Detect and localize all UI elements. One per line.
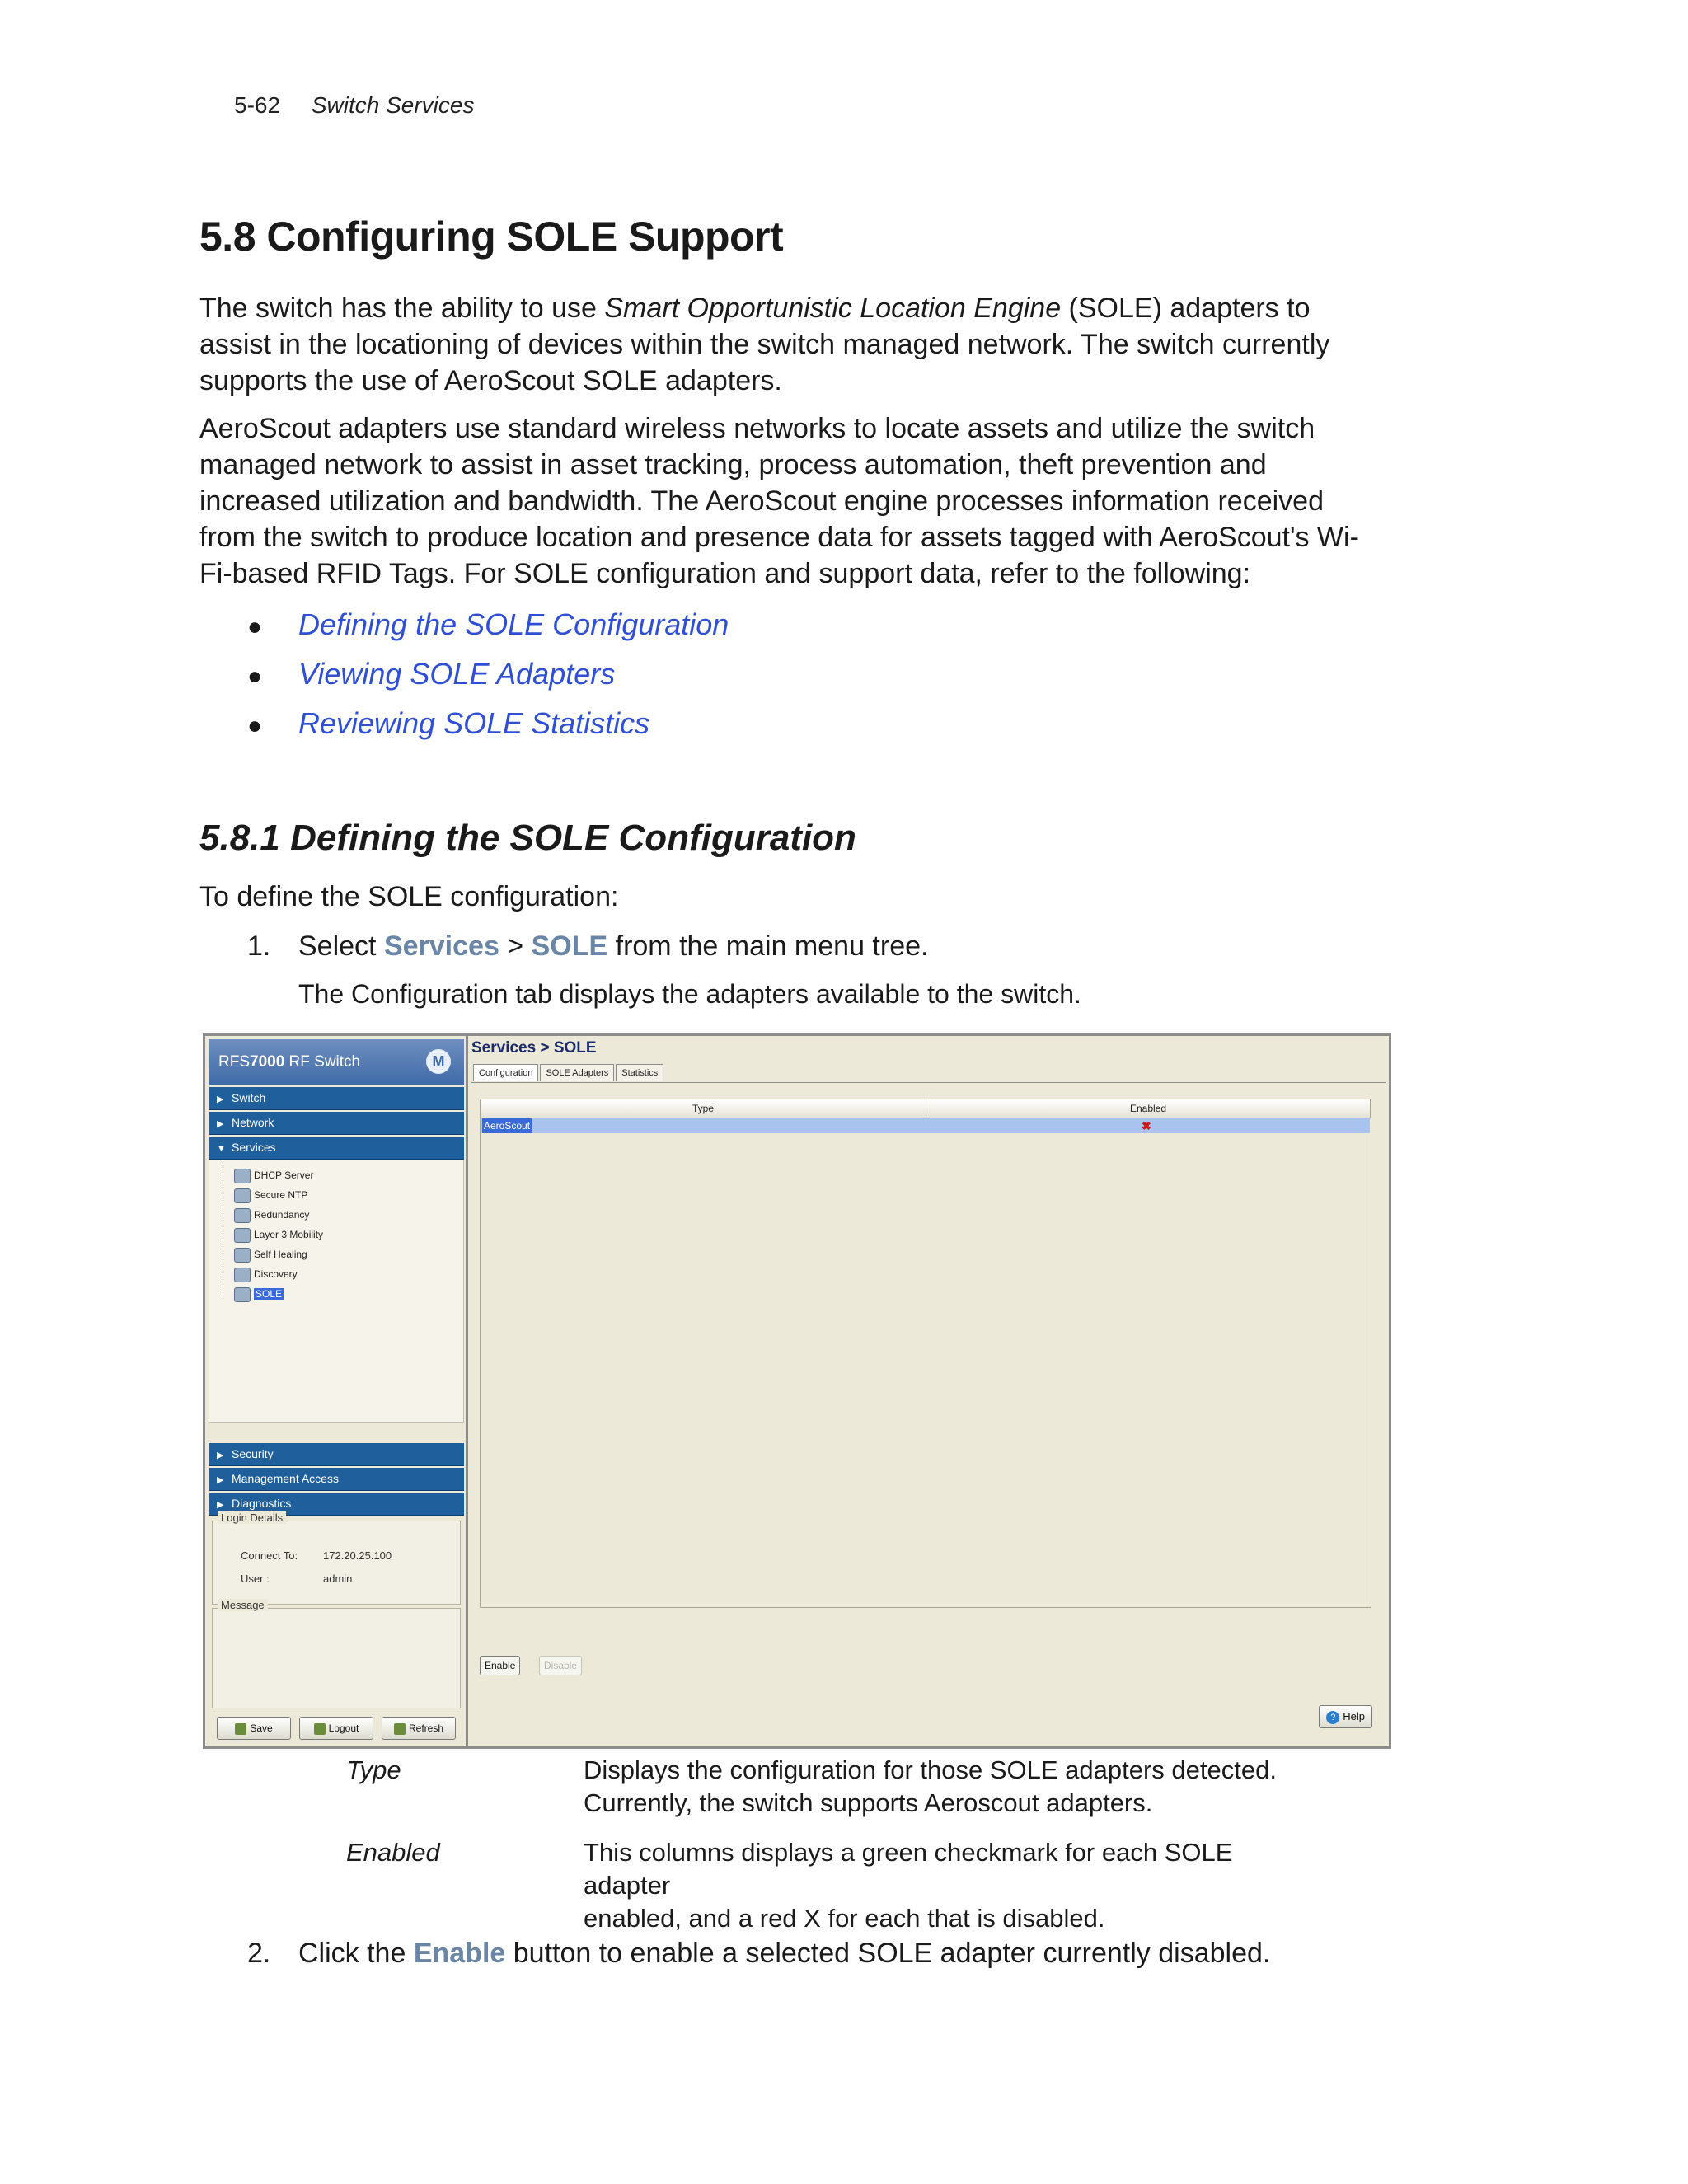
list-item [247, 600, 729, 649]
sole-icon [234, 1287, 251, 1302]
tree-item-secure-ntp[interactable] [234, 1185, 307, 1205]
left-panel [209, 1039, 464, 1743]
services-keyword: Services [383, 930, 499, 962]
intro-paragraph-1 [199, 290, 1386, 399]
expand-arrow-icon: ▶ [217, 1500, 224, 1510]
expand-arrow-icon: ▶ [217, 1119, 224, 1129]
adapters-table [480, 1099, 1372, 1608]
save-button[interactable] [217, 1717, 291, 1740]
step-text-cont: button to enable a selected SOLE adapter currently disabled. [505, 1938, 1271, 1969]
logout-label: Logout [328, 1722, 359, 1734]
step-text: Click the [298, 1938, 414, 1969]
column-header-enabled[interactable]: Enabled [926, 1099, 1371, 1118]
refresh-label: Refresh [408, 1722, 444, 1734]
services-tree [209, 1160, 464, 1423]
tree-item-dhcp-server[interactable] [234, 1165, 313, 1185]
tree-item-redundancy[interactable] [234, 1205, 309, 1225]
logout-button[interactable] [299, 1717, 373, 1740]
column-header-type[interactable]: Type [481, 1099, 926, 1118]
intro-paragraph-2: AeroScout adapters use standard wireless networks to locate assets and utilize the switch managed network to assist in asset tracking, process automation, theft prevention and increased utilization and bandwidth. The AeroScout engine processes information received from the switch to produce location and presence data for assets tagged with AeroScout's Wi-Fi-based RFID Tags. For SOLE configuration and support data, refer to the following: [199, 413, 1359, 589]
login-details-box [212, 1511, 461, 1605]
tree-label: DHCP Server [254, 1169, 314, 1181]
tree-item-self-healing[interactable] [234, 1244, 307, 1264]
tab-divider [471, 1082, 1386, 1083]
help-label: Help [1343, 1710, 1365, 1722]
step-text: Select [298, 930, 384, 962]
healing-icon [234, 1248, 251, 1263]
mobility-icon [234, 1228, 251, 1243]
link-viewing-adapters[interactable]: Viewing SOLE Adapters [298, 657, 616, 691]
connect-to-value: 172.20.25.100 [323, 1549, 392, 1562]
nav-label: Diagnostics [232, 1497, 292, 1510]
tab-configuration[interactable]: Configuration [473, 1064, 538, 1081]
sole-config-screenshot [203, 1033, 1391, 1749]
definition-term-type: Type [346, 1755, 401, 1784]
cell-type: AeroScout [484, 1120, 531, 1132]
desc-line: enabled, and a red X for each that is disabled. [584, 1904, 1105, 1933]
bullet-icon: ● [247, 712, 263, 739]
expand-arrow-icon: ▶ [217, 1475, 224, 1485]
intro-text: The switch has the ability to use [199, 293, 605, 324]
page-number: 5-62 [234, 92, 281, 118]
nav-label: Security [232, 1447, 274, 1460]
tree-label-selected: SOLE [256, 1288, 283, 1300]
tree-connector [223, 1164, 224, 1297]
clock-icon [234, 1188, 251, 1203]
save-label: Save [250, 1722, 273, 1734]
tree-label: Redundancy [254, 1209, 310, 1221]
disabled-x-icon: ✖ [1142, 1119, 1151, 1132]
nav-switch[interactable] [209, 1087, 464, 1110]
step-text-cont: from the main menu tree. [607, 930, 929, 962]
content-panel [466, 1036, 1389, 1746]
tree-label: Secure NTP [254, 1189, 308, 1201]
link-defining-sole[interactable]: Defining the SOLE Configuration [298, 607, 729, 641]
step-2 [247, 1935, 1270, 1971]
logout-icon [314, 1723, 326, 1735]
help-button[interactable] [1319, 1705, 1372, 1728]
step-number: 2. [247, 1938, 271, 1969]
help-icon: ? [1326, 1711, 1339, 1724]
bullet-icon: ● [247, 613, 263, 640]
step-1-note: The Configuration tab displays the adapters available to the switch. [298, 979, 1081, 1009]
expand-arrow-icon: ▶ [217, 1094, 224, 1104]
message-legend: Message [218, 1599, 268, 1611]
refresh-button[interactable] [382, 1717, 456, 1740]
connect-to-label: Connect To: [241, 1549, 298, 1562]
tree-item-layer3-mobility[interactable] [234, 1225, 323, 1244]
expand-arrow-icon: ▶ [217, 1451, 224, 1460]
enable-button[interactable]: Enable [480, 1656, 520, 1675]
collapse-arrow-icon: ▼ [217, 1144, 226, 1154]
chapter-title: Switch Services [311, 92, 475, 118]
save-icon [235, 1723, 246, 1735]
brand-model: 7000 [250, 1053, 285, 1071]
step-1 [247, 928, 928, 964]
login-details-legend: Login Details [218, 1511, 286, 1524]
discovery-icon [234, 1268, 251, 1282]
disable-button[interactable]: Disable [539, 1656, 582, 1675]
user-value: admin [323, 1572, 353, 1585]
tree-label: Discovery [254, 1268, 298, 1280]
bottom-nav [209, 1441, 464, 1516]
user-label: User : [241, 1572, 270, 1585]
tab-bar [473, 1064, 665, 1082]
enable-keyword: Enable [413, 1938, 506, 1969]
tab-sole-adapters[interactable]: SOLE Adapters [540, 1064, 614, 1081]
definition-desc-enabled [584, 1836, 1325, 1935]
nav-security[interactable] [209, 1443, 464, 1466]
tree-label: Self Healing [254, 1249, 307, 1260]
tree-label: Layer 3 Mobility [254, 1229, 324, 1240]
nav-label: Switch [232, 1091, 266, 1104]
message-box [212, 1599, 461, 1708]
sole-term: Smart Opportunistic Location Engine [604, 293, 1062, 324]
nav-network[interactable] [209, 1112, 464, 1135]
app-brand [209, 1039, 464, 1085]
desc-line: Currently, the switch supports Aeroscout adapters. [584, 1788, 1153, 1817]
link-list [247, 600, 729, 748]
list-item [247, 699, 729, 748]
refresh-icon [394, 1723, 406, 1735]
tree-item-sole[interactable] [234, 1284, 284, 1304]
nav-label: Services [232, 1141, 276, 1154]
separator: > [499, 930, 532, 962]
server-icon [234, 1169, 251, 1183]
desc-line: Displays the configuration for those SOLE adapters detected. [584, 1755, 1277, 1784]
intro-text-cont: (SOLE) adapters to assist in the locationing of devices within the switch managed network. The switch currently supports the use of AeroScout SOLE adapters. [199, 293, 1330, 396]
sole-keyword: SOLE [531, 930, 608, 962]
nav-services[interactable] [209, 1137, 464, 1160]
definition-term-enabled: Enabled [346, 1838, 440, 1867]
desc-line: This columns displays a green checkmark for each SOLE adapter [584, 1838, 1233, 1900]
bullet-icon: ● [247, 663, 263, 690]
motorola-logo-icon: M [426, 1049, 451, 1074]
redundancy-icon [234, 1208, 251, 1223]
brand-prefix: RFS [218, 1053, 250, 1071]
subsection-lead: To define the SOLE configuration: [199, 881, 619, 912]
brand-suffix: RF Switch [284, 1053, 361, 1071]
nav-management-access[interactable] [209, 1468, 464, 1491]
table-row[interactable] [481, 1118, 1370, 1133]
tree-item-discovery[interactable] [234, 1264, 298, 1284]
breadcrumb: Services > SOLE [471, 1039, 597, 1057]
running-header [234, 92, 474, 119]
step-number: 1. [247, 930, 271, 962]
subsection-heading: 5.8.1 Defining the SOLE Configuration [199, 818, 856, 858]
nav-label: Network [232, 1116, 274, 1129]
definition-desc-type [584, 1754, 1325, 1820]
tab-statistics[interactable]: Statistics [616, 1064, 663, 1081]
section-heading: 5.8 Configuring SOLE Support [199, 213, 784, 260]
list-item [247, 649, 729, 699]
nav-label: Management Access [232, 1472, 339, 1485]
link-reviewing-statistics[interactable]: Reviewing SOLE Statistics [298, 706, 650, 740]
